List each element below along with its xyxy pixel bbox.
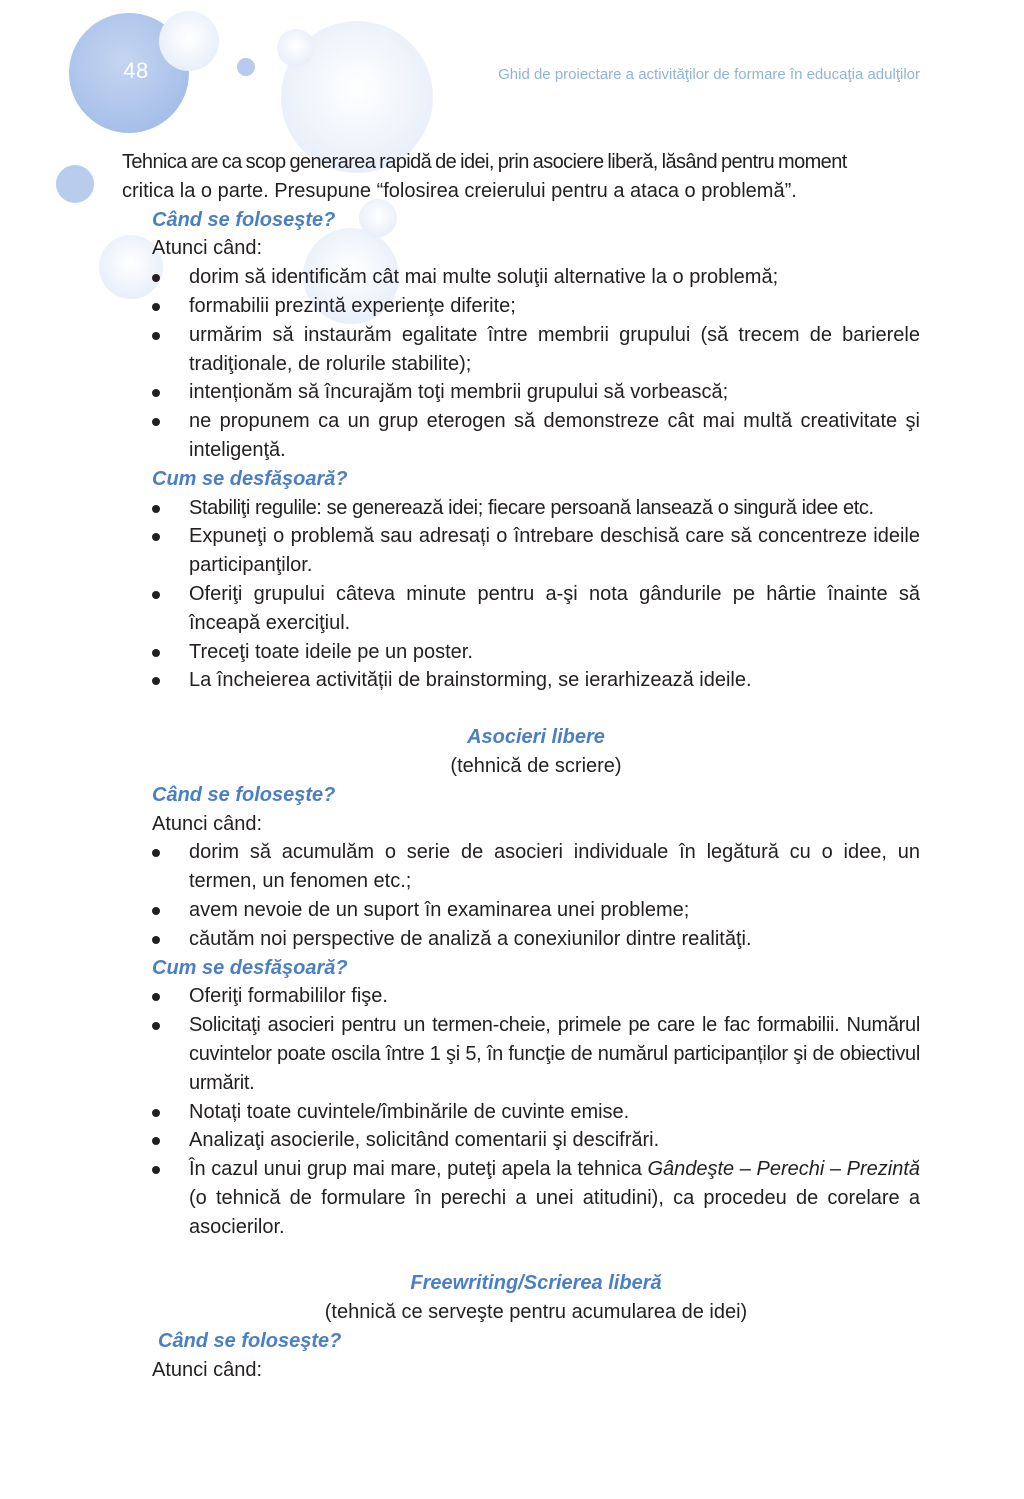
brainstorming-how-list — [122, 494, 920, 696]
list-item — [152, 292, 920, 321]
bullet-icon — [152, 1022, 160, 1030]
list-item-text: ne propunem ca un grup eterogen să demonstreze cât mai multă creativitate şi inteligenţă. — [189, 410, 920, 461]
bubble-small-top — [277, 29, 315, 67]
list-item-text: Notați toate cuvintele/îmbinările de cuvinte emise. — [189, 1100, 630, 1123]
bullet-icon — [152, 1166, 160, 1174]
list-item-text: urmărim să instaurăm egalitate între membrii grupului (să trecem de barierele tradiţionale, de rolurile stabilite); — [189, 323, 920, 375]
list-item-text-start: În cazul unui grup mai mare, puteţi apela la tehnica — [189, 1158, 648, 1181]
bubble-left — [56, 165, 94, 203]
list-item-text — [189, 1158, 920, 1238]
bullet-icon — [152, 332, 160, 340]
list-item — [152, 666, 920, 695]
freewriting-title: Freewriting/Scrierea liberă — [410, 1272, 662, 1295]
bullet-icon — [152, 849, 160, 857]
brainstorming-when-heading: Când se foloseşte? — [152, 208, 336, 231]
list-item — [152, 494, 920, 523]
list-item-text: formabilii prezintă experienţe diferite; — [189, 294, 516, 317]
list-item — [152, 982, 920, 1011]
list-item — [152, 896, 920, 925]
intro-line-2: critica la o parte. Presupune “folosirea creierului pentru a ataca o problemă”. — [122, 179, 797, 202]
list-item — [152, 1098, 920, 1127]
asocieri-when-list — [122, 838, 920, 953]
list-item-text: Analizaţi asocierile, solicitând comentarii şi descifrări. — [189, 1129, 660, 1152]
list-item-text: Expuneţi o problemă sau adresați o întrebare deschisă care să concentreze ideile participanţilor. — [189, 525, 920, 577]
list-item — [152, 522, 920, 580]
brainstorming-when-intro: Atunci când: — [152, 237, 263, 260]
asocieri-title: Asocieri libere — [467, 726, 605, 749]
list-item — [152, 838, 920, 896]
bullet-icon — [152, 936, 160, 944]
list-item — [152, 925, 920, 954]
technique-name: Gândeşte – Perechi – Prezintă — [647, 1158, 920, 1181]
asocieri-how-list — [122, 982, 920, 1241]
brainstorming-when-list — [122, 263, 920, 465]
list-item-text: dorim să identificăm cât mai multe soluţii alternative la o problemă; — [189, 266, 779, 289]
bullet-icon — [152, 1137, 160, 1145]
intro-line-1: Tehnica are ca scop generarea rapidă de idei, prin asociere liberă, lăsând pentru moment — [122, 151, 847, 173]
list-item — [152, 407, 920, 465]
list-item — [152, 1155, 920, 1241]
asocieri-how-heading: Cum se desfăşoară? — [152, 956, 348, 979]
freewriting-subtitle: (tehnică ce serveşte pentru acumularea de idei) — [324, 1301, 748, 1324]
list-item — [152, 378, 920, 407]
list-item-text: căutăm noi perspective de analiză a conexiunilor dintre realităţi. — [189, 927, 752, 950]
asocieri-when-heading: Când se foloseşte? — [152, 783, 336, 806]
freewriting-when-intro: Atunci când: — [152, 1358, 263, 1381]
bullet-icon — [152, 418, 160, 426]
list-item-text: Treceţi toate ideile pe un poster. — [189, 640, 473, 663]
list-item — [152, 638, 920, 667]
bullet-icon — [152, 649, 160, 657]
list-item — [152, 1011, 920, 1097]
list-item — [152, 1126, 920, 1155]
list-item-text: Oferiţi grupului câteva minute pentru a-şi nota gândurile pe hârtie înainte să înceapă exerciţiul. — [189, 582, 920, 634]
list-item-text: Stabiliţi regulile: se generează idei; fiecare persoană lansează o singură idee etc. — [189, 496, 874, 519]
list-item-text-end: (o tehnică de formulare în perechi a unei atitudini), ca procedeu de corelare a asocierilor. — [189, 1186, 920, 1238]
bullet-icon — [152, 591, 160, 599]
asocieri-when-intro: Atunci când: — [152, 812, 263, 835]
bullet-icon — [152, 505, 160, 513]
bubble-tiny — [237, 58, 255, 76]
freewriting-when-heading: Când se foloseşte? — [158, 1330, 342, 1353]
list-item-text: Oferiţi formabililor fişe. — [189, 985, 388, 1008]
asocieri-subtitle: (tehnică de scriere) — [450, 754, 622, 777]
brainstorming-how-heading: Cum se desfăşoară? — [152, 467, 348, 490]
bullet-icon — [152, 677, 160, 685]
list-item — [152, 263, 920, 292]
bullet-icon — [152, 907, 160, 915]
list-item — [152, 580, 920, 638]
bullet-icon — [152, 274, 160, 282]
bullet-icon — [152, 533, 160, 541]
bullet-icon — [152, 1109, 160, 1117]
list-item-text: Solicitaţi asocieri pentru un termen-cheie, primele pe care le fac formabilii. Numărul cuvintelor poate oscila între 1 şi 5, în funcţie de numărul participanților şi de obiectivul urmărit. — [189, 1014, 920, 1094]
page-content — [122, 148, 920, 1385]
bullet-icon — [152, 389, 160, 397]
running-header: Ghid de proiectare a activităţilor de formare în educaţia adulţilor — [498, 66, 920, 83]
page-number: 48 — [123, 58, 149, 83]
bullet-icon — [152, 993, 160, 1001]
list-item-text: dorim să acumulăm o serie de asocieri individuale în legătură cu o idee, un termen, un fenomen etc.; — [189, 841, 920, 893]
list-item-text: avem nevoie de un suport în examinarea unei probleme; — [189, 898, 690, 921]
list-item-text: La încheierea activității de brainstorming, se ierarhizează ideile. — [189, 669, 752, 692]
list-item-text: intenționăm să încurajăm toţi membrii grupului să vorbească; — [189, 381, 729, 404]
list-item — [152, 321, 920, 379]
bullet-icon — [152, 303, 160, 311]
